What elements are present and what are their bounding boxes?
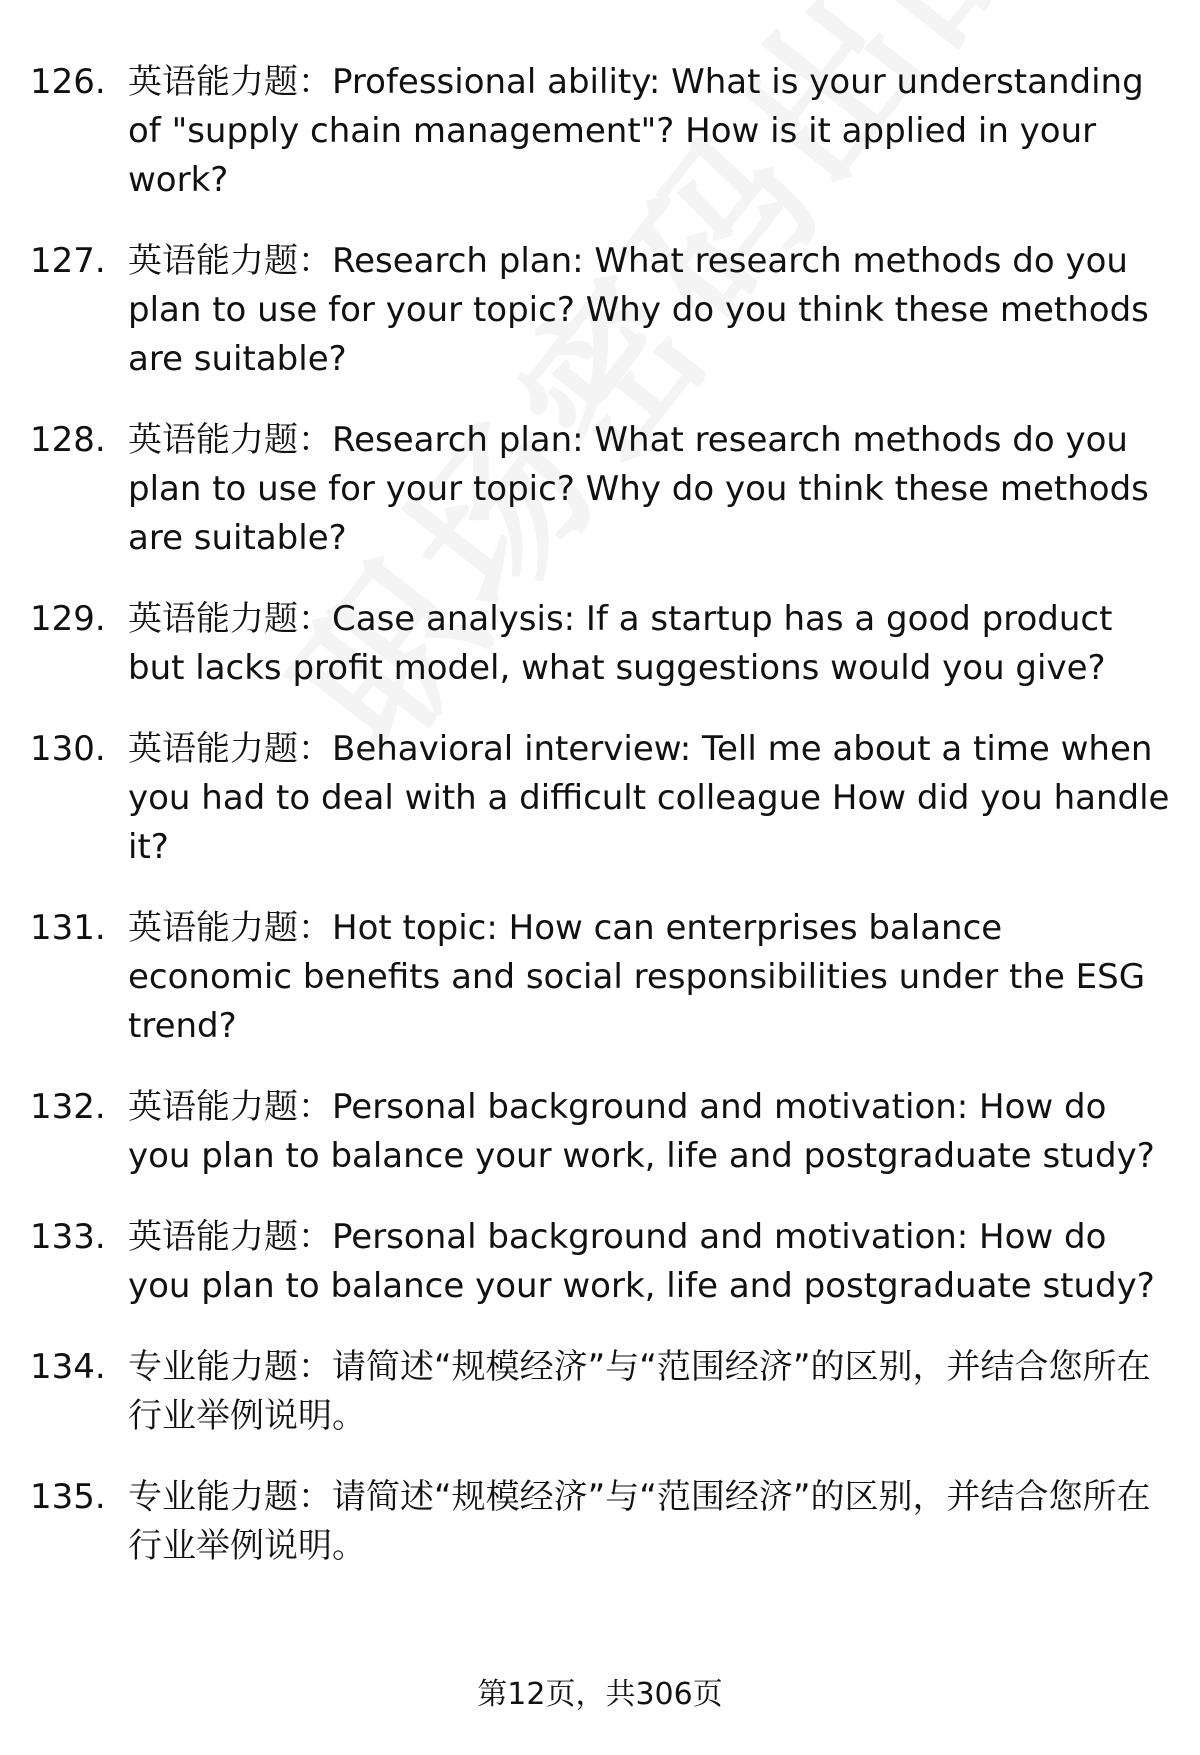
question-number: 129. bbox=[30, 599, 106, 639]
question-text: 英语能力题：Research plan: What research methods do you plan to use for your topic? Why do you think these methods are suitable? bbox=[128, 420, 1149, 558]
question-item bbox=[30, 237, 1170, 384]
question-text: 专业能力题：请简述“规模经济”与“范围经济”的区别，并结合您所在行业举例说明。 bbox=[128, 1477, 1151, 1566]
question-text: 英语能力题：Case analysis: If a startup has a good product but lacks profit model, what suggestions would you give? bbox=[128, 599, 1113, 688]
question-text: 英语能力题：Personal background and motivation: How do you plan to balance your work, life and postgraduate study? bbox=[128, 1087, 1155, 1176]
question-number: 127. bbox=[30, 241, 106, 281]
question-number: 126. bbox=[30, 62, 106, 102]
question-item bbox=[30, 1213, 1170, 1311]
question-text: 英语能力题：Behavioral interview: Tell me about a time when you had to deal with a difficult colleague How did you handle it? bbox=[128, 729, 1170, 867]
question-text: 英语能力题：Professional ability: What is your understanding of "supply chain management"? How is it applied in your work? bbox=[128, 62, 1144, 200]
question-number: 128. bbox=[30, 420, 106, 460]
question-item bbox=[30, 58, 1170, 205]
question-list bbox=[30, 58, 1170, 1603]
question-number: 133. bbox=[30, 1217, 106, 1257]
question-item bbox=[30, 725, 1170, 872]
question-number: 135. bbox=[30, 1477, 106, 1517]
question-number: 130. bbox=[30, 729, 106, 769]
question-text: 专业能力题：请简述“规模经济”与“范围经济”的区别，并结合您所在行业举例说明。 bbox=[128, 1347, 1151, 1436]
question-text: 英语能力题：Personal background and motivation: How do you plan to balance your work, life and postgraduate study? bbox=[128, 1217, 1155, 1306]
question-item bbox=[30, 904, 1170, 1051]
question-item bbox=[30, 595, 1170, 693]
question-number: 134. bbox=[30, 1347, 106, 1387]
question-item bbox=[30, 1473, 1170, 1571]
question-text: 英语能力题：Research plan: What research methods do you plan to use for your topic? Why do you think these methods are suitable? bbox=[128, 241, 1149, 379]
page-footer: 第12页，共306页 bbox=[477, 1677, 723, 1712]
question-number: 132. bbox=[30, 1087, 106, 1127]
question-text: 英语能力题：Hot topic: How can enterprises balance economic benefits and social responsibilities under the ESG trend? bbox=[128, 908, 1146, 1046]
question-item bbox=[30, 1083, 1170, 1181]
question-item bbox=[30, 416, 1170, 563]
question-number: 131. bbox=[30, 908, 106, 948]
question-item bbox=[30, 1343, 1170, 1441]
